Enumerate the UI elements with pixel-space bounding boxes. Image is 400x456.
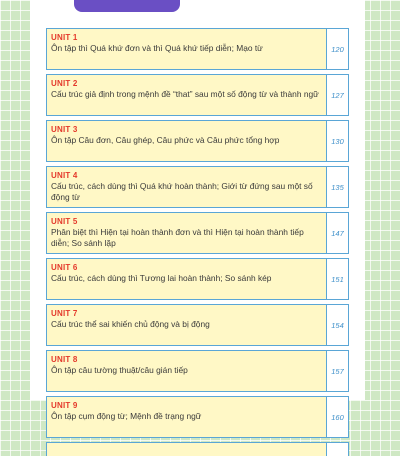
toc-row: [46, 212, 349, 254]
page-number: [326, 443, 348, 456]
toc-entry: [47, 213, 326, 253]
toc-entry: [47, 167, 326, 207]
toc-row: [46, 120, 349, 162]
toc-row: [46, 350, 349, 392]
toc-entry: [47, 397, 326, 437]
unit-title: Cấu trúc, cách dùng thì Tương lai hoàn thành; So sánh kép: [51, 273, 272, 283]
unit-label: UNIT 7: [51, 309, 78, 318]
unit-title: Ôn tập cụm động từ; Mệnh đề trạng ngữ: [51, 411, 202, 421]
unit-label: UNIT 4: [51, 171, 78, 180]
toc-row: [46, 166, 349, 208]
unit-title: Ôn tập Câu đơn, Câu ghép, Câu phức và Câu phức tổng hợp: [51, 135, 280, 145]
page-number: 120: [326, 29, 348, 69]
unit-label: UNIT 2: [51, 79, 78, 88]
unit-label: UNIT 1: [51, 33, 78, 42]
unit-title: Ôn tập thì Quá khứ đơn và thì Quá khứ tiếp diễn; Mạo từ: [51, 43, 263, 53]
toc-entry: [47, 351, 326, 391]
toc-entry: [47, 259, 326, 299]
unit-title: Cấu trúc, cách dùng thì Quá khứ hoàn thành; Giới từ đứng sau một số động từ: [51, 181, 313, 202]
toc-row-partial: [46, 442, 349, 456]
page-number: 135: [326, 167, 348, 207]
header-tab: [74, 0, 180, 12]
page-number: 160: [326, 397, 348, 437]
toc-row: [46, 74, 349, 116]
toc-entry: [47, 443, 326, 456]
unit-label: UNIT 9: [51, 401, 78, 410]
toc-entry: [47, 75, 326, 115]
toc-entry: [47, 29, 326, 69]
unit-title: Cấu trúc giả định trong mệnh đề “that” sau một số động từ và thành ngữ: [51, 89, 319, 99]
page-number: 157: [326, 351, 348, 391]
page-number: 151: [326, 259, 348, 299]
toc-row: [46, 396, 349, 438]
unit-title: Cấu trúc thể sai khiến chủ động và bị động: [51, 319, 210, 329]
toc-row: [46, 304, 349, 346]
page-number: 130: [326, 121, 348, 161]
page-number: 147: [326, 213, 348, 253]
unit-label: UNIT 5: [51, 217, 78, 226]
toc-row: [46, 28, 349, 70]
document-page: [30, 0, 365, 422]
toc-row: [46, 258, 349, 300]
unit-label: UNIT 8: [51, 355, 78, 364]
unit-title: Ôn tập câu tường thuật/câu gián tiếp: [51, 365, 188, 375]
toc-entry: [47, 121, 326, 161]
toc-entry: [47, 305, 326, 345]
unit-label: UNIT 6: [51, 263, 78, 272]
unit-label: UNIT 3: [51, 125, 78, 134]
unit-title: Phân biệt thì Hiện tại hoàn thành đơn và thì Hiện tại hoàn thành tiếp diễn; So sánh lặp: [51, 227, 304, 248]
page-number: 127: [326, 75, 348, 115]
page-number: 154: [326, 305, 348, 345]
table-of-contents: [46, 28, 349, 456]
